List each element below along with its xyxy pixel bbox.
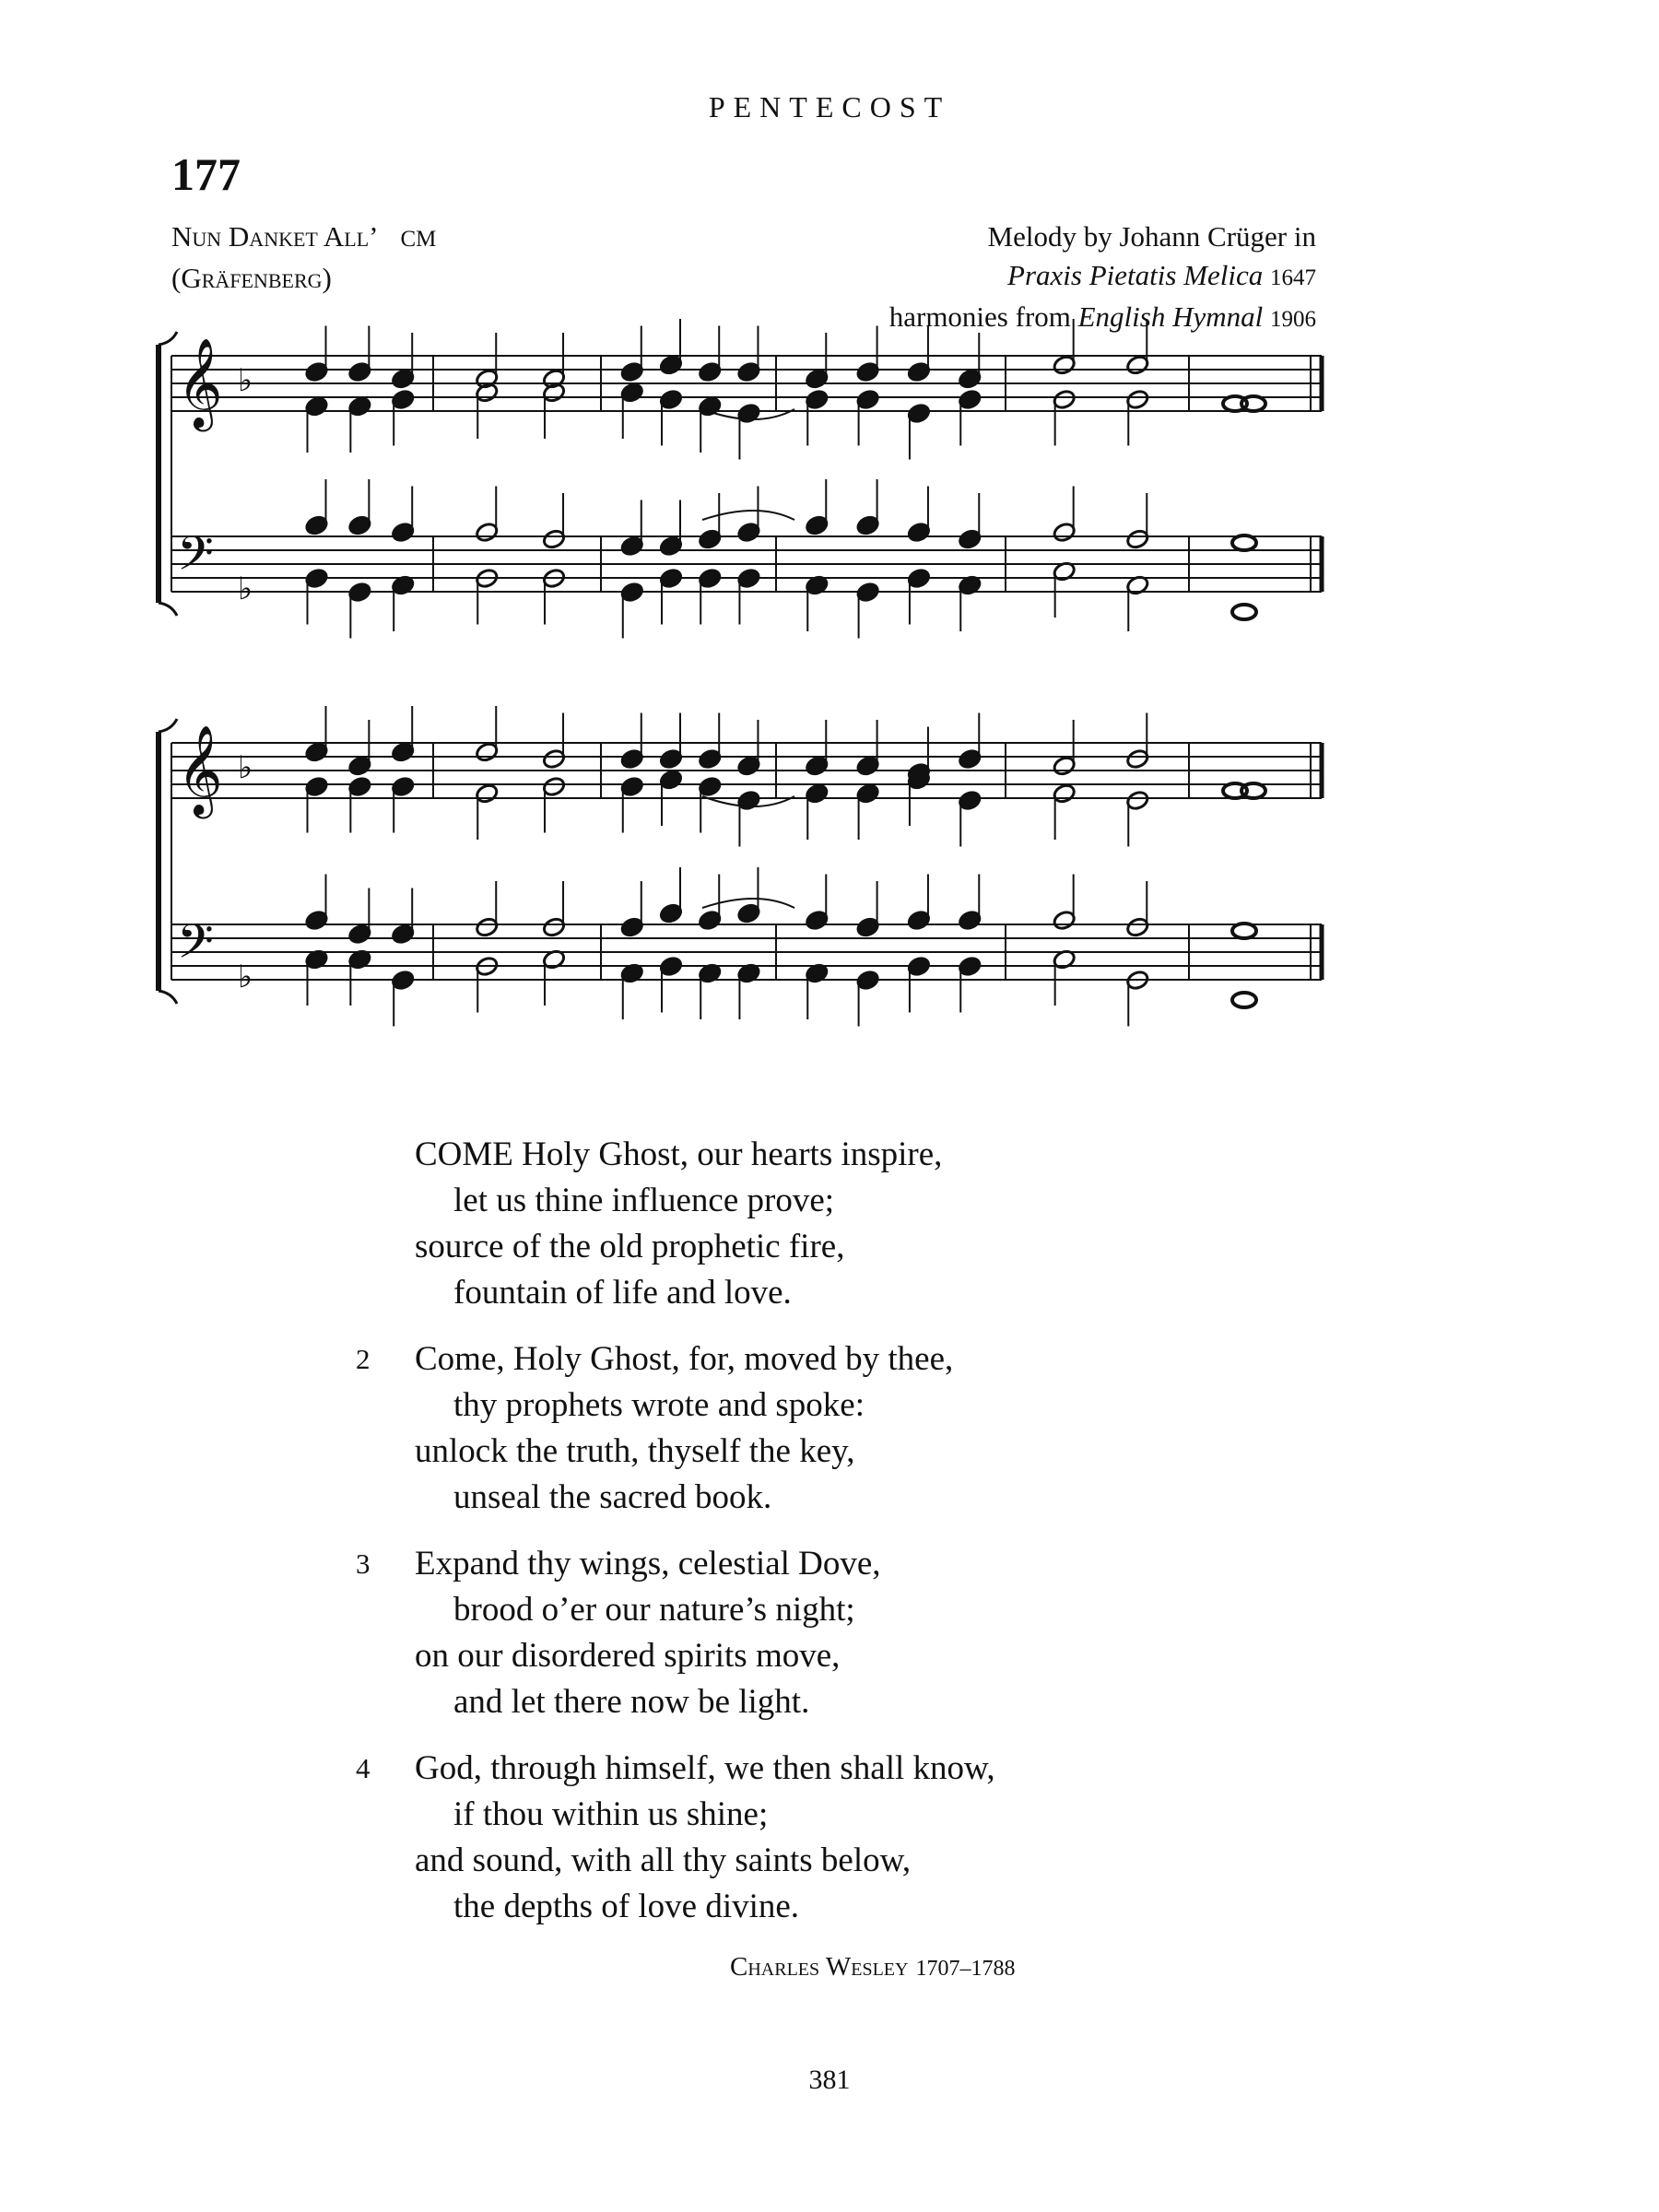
author-name: Charles Wesley bbox=[730, 1952, 909, 1982]
verse-number: 4 bbox=[356, 1752, 371, 1784]
whole-note bbox=[1232, 605, 1256, 619]
verse-line: unseal the sacred book. bbox=[453, 1478, 772, 1516]
verses bbox=[356, 1132, 995, 1950]
verse-line: source of the old prophetic fire, bbox=[415, 1228, 845, 1265]
tune-meter: CM bbox=[400, 227, 437, 252]
verse-3 bbox=[356, 1541, 995, 1725]
verse-2 bbox=[356, 1336, 995, 1521]
verse-line: let us thine influence prove; bbox=[453, 1182, 835, 1219]
hymn-number: 177 bbox=[171, 148, 241, 200]
verse-line: unlock the truth, thyself the key, bbox=[415, 1432, 855, 1470]
credit-source-year: 1647 bbox=[1270, 265, 1316, 290]
bracket-hook bbox=[159, 719, 177, 732]
verse-line: COME Holy Ghost, our hearts inspire, bbox=[415, 1135, 943, 1173]
verse-number: 2 bbox=[356, 1343, 371, 1375]
bracket-hook bbox=[159, 332, 177, 345]
whole-note bbox=[1241, 783, 1265, 798]
flat-icon: ♭ bbox=[238, 959, 253, 995]
music-score bbox=[0, 0, 1659, 1088]
flat-icon: ♭ bbox=[238, 571, 253, 607]
author-years: 1707–1788 bbox=[915, 1957, 1016, 1981]
verse-line: if thou within us shine; bbox=[453, 1795, 769, 1833]
verse-line: and sound, with all thy saints below, bbox=[415, 1841, 912, 1879]
treble-clef-icon: 𝄞 bbox=[177, 724, 223, 815]
whole-note bbox=[1241, 396, 1265, 411]
bracket-hook bbox=[159, 603, 177, 616]
verse-line: Come, Holy Ghost, for, moved by thee, bbox=[415, 1340, 954, 1378]
verse-line: on our disordered spirits move, bbox=[415, 1637, 841, 1675]
credit-harmony-year: 1906 bbox=[1270, 307, 1316, 332]
verse-first-word: COME bbox=[415, 1135, 513, 1173]
verse-line: God, through himself, we then shall know, bbox=[415, 1749, 995, 1787]
flat-icon: ♭ bbox=[238, 362, 253, 399]
credit-harmony-source: English Hymnal bbox=[1077, 300, 1264, 333]
credit-melody: Melody by Johann Crüger in bbox=[987, 220, 1316, 253]
author bbox=[730, 1952, 1015, 1983]
tune-alt-name: (Gräfenberg) bbox=[171, 262, 332, 294]
verse-line: brood o’er our nature’s night; bbox=[453, 1591, 855, 1629]
verse-line: Expand thy wings, celestial Dove, bbox=[415, 1545, 881, 1583]
verse-number: 3 bbox=[356, 1547, 371, 1580]
bass-clef-icon: 𝄢 bbox=[177, 525, 214, 593]
verse-line: and let there now be light. bbox=[453, 1683, 810, 1721]
whole-note bbox=[1232, 924, 1256, 938]
tie bbox=[702, 511, 794, 520]
verse-4 bbox=[356, 1746, 995, 1930]
verse-line: fountain of life and love. bbox=[453, 1274, 792, 1312]
bass-clef-icon: 𝄢 bbox=[177, 913, 214, 981]
verse-line: the depths of love divine. bbox=[453, 1888, 800, 1925]
flat-icon: ♭ bbox=[238, 749, 253, 786]
bracket-hook bbox=[159, 991, 177, 1004]
treble-clef-icon: 𝄞 bbox=[177, 337, 223, 428]
section-title: PENTECOST bbox=[708, 90, 951, 124]
credit-harmony-prefix: harmonies from bbox=[888, 300, 1071, 333]
whole-note bbox=[1232, 993, 1256, 1007]
credit-source: Praxis Pietatis Melica bbox=[1007, 259, 1264, 291]
tune-name: Nun Danket All’ bbox=[171, 220, 379, 253]
verse-1 bbox=[415, 1132, 995, 1316]
verse-line: thy prophets wrote and spoke: bbox=[453, 1386, 865, 1424]
whole-note bbox=[1232, 535, 1256, 550]
page-number: 381 bbox=[808, 2065, 851, 2095]
